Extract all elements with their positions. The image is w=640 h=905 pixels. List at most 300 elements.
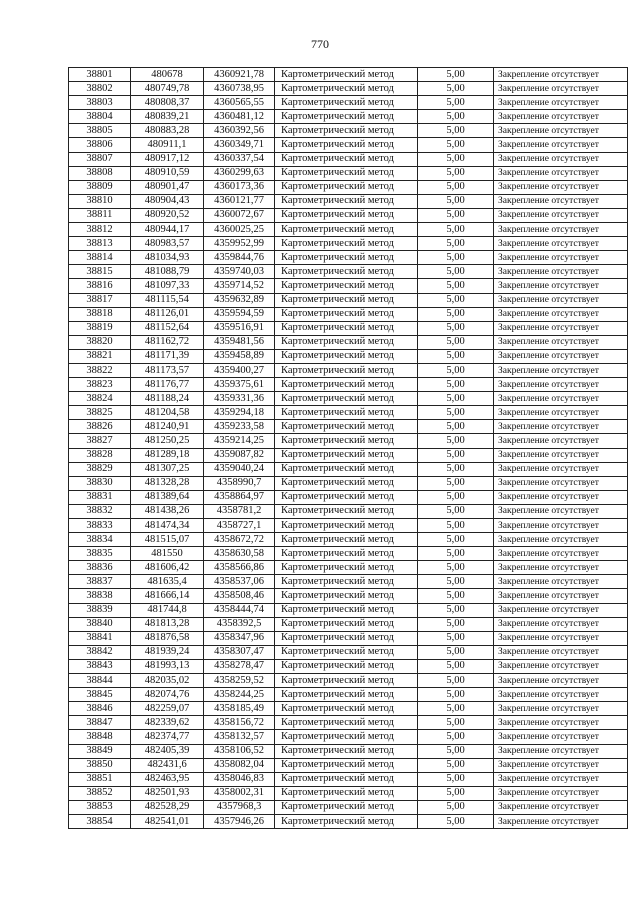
fixation-cell: Закрепление отсутствует xyxy=(494,674,628,688)
y-coordinate-cell: 4359375,61 xyxy=(204,378,275,392)
table-row xyxy=(69,547,628,561)
point-number-cell: 38849 xyxy=(69,744,131,758)
accuracy-cell: 5,00 xyxy=(418,335,494,349)
y-coordinate-cell: 4358082,04 xyxy=(204,758,275,772)
x-coordinate-cell: 482501,93 xyxy=(131,786,204,800)
fixation-cell: Закрепление отсутствует xyxy=(494,68,628,82)
fixation-cell: Закрепление отсутствует xyxy=(494,392,628,406)
point-number-cell: 38802 xyxy=(69,82,131,96)
fixation-cell: Закрепление отсутствует xyxy=(494,223,628,237)
accuracy-cell: 5,00 xyxy=(418,547,494,561)
accuracy-cell: 5,00 xyxy=(418,674,494,688)
fixation-cell: Закрепление отсутствует xyxy=(494,265,628,279)
table-row xyxy=(69,152,628,166)
y-coordinate-cell: 4359844,76 xyxy=(204,251,275,265)
method-cell: Картометрический метод xyxy=(275,363,418,377)
fixation-cell: Закрепление отсутствует xyxy=(494,307,628,321)
accuracy-cell: 5,00 xyxy=(418,82,494,96)
fixation-cell: Закрепление отсутствует xyxy=(494,166,628,180)
accuracy-cell: 5,00 xyxy=(418,152,494,166)
accuracy-cell: 5,00 xyxy=(418,744,494,758)
accuracy-cell: 5,00 xyxy=(418,631,494,645)
accuracy-cell: 5,00 xyxy=(418,237,494,251)
y-coordinate-cell: 4358278,47 xyxy=(204,659,275,673)
y-coordinate-cell: 4358046,83 xyxy=(204,772,275,786)
accuracy-cell: 5,00 xyxy=(418,420,494,434)
method-cell: Картометрический метод xyxy=(275,476,418,490)
method-cell: Картометрический метод xyxy=(275,152,418,166)
point-number-cell: 38809 xyxy=(69,180,131,194)
x-coordinate-cell: 481173,57 xyxy=(131,363,204,377)
table-row xyxy=(69,208,628,222)
x-coordinate-cell: 480917,12 xyxy=(131,152,204,166)
accuracy-cell: 5,00 xyxy=(418,462,494,476)
point-number-cell: 38823 xyxy=(69,378,131,392)
method-cell: Картометрический метод xyxy=(275,335,418,349)
fixation-cell: Закрепление отсутствует xyxy=(494,448,628,462)
y-coordinate-cell: 4360121,77 xyxy=(204,194,275,208)
accuracy-cell: 5,00 xyxy=(418,603,494,617)
point-number-cell: 38854 xyxy=(69,814,131,828)
fixation-cell: Закрепление отсутствует xyxy=(494,758,628,772)
accuracy-cell: 5,00 xyxy=(418,645,494,659)
y-coordinate-cell: 4359400,27 xyxy=(204,363,275,377)
table-row xyxy=(69,589,628,603)
y-coordinate-cell: 4359516,91 xyxy=(204,321,275,335)
table-row xyxy=(69,349,628,363)
method-cell: Картометрический метод xyxy=(275,772,418,786)
table-row xyxy=(69,659,628,673)
point-number-cell: 38808 xyxy=(69,166,131,180)
method-cell: Картометрический метод xyxy=(275,504,418,518)
method-cell: Картометрический метод xyxy=(275,547,418,561)
fixation-cell: Закрепление отсутствует xyxy=(494,152,628,166)
table-row xyxy=(69,68,628,82)
x-coordinate-cell: 481328,28 xyxy=(131,476,204,490)
fixation-cell: Закрепление отсутствует xyxy=(494,180,628,194)
method-cell: Картометрический метод xyxy=(275,702,418,716)
x-coordinate-cell: 481550 xyxy=(131,547,204,561)
point-number-cell: 38837 xyxy=(69,575,131,589)
point-number-cell: 38841 xyxy=(69,631,131,645)
table-row xyxy=(69,223,628,237)
x-coordinate-cell: 480901,47 xyxy=(131,180,204,194)
fixation-cell: Закрепление отсутствует xyxy=(494,349,628,363)
y-coordinate-cell: 4358630,58 xyxy=(204,547,275,561)
point-number-cell: 38835 xyxy=(69,547,131,561)
table-row xyxy=(69,800,628,814)
y-coordinate-cell: 4359331,36 xyxy=(204,392,275,406)
accuracy-cell: 5,00 xyxy=(418,363,494,377)
accuracy-cell: 5,00 xyxy=(418,716,494,730)
table-row xyxy=(69,237,628,251)
fixation-cell: Закрепление отсутствует xyxy=(494,730,628,744)
accuracy-cell: 5,00 xyxy=(418,110,494,124)
table-row xyxy=(69,561,628,575)
fixation-cell: Закрепление отсутствует xyxy=(494,378,628,392)
x-coordinate-cell: 481606,42 xyxy=(131,561,204,575)
fixation-cell: Закрепление отсутствует xyxy=(494,547,628,561)
point-number-cell: 38826 xyxy=(69,420,131,434)
method-cell: Картометрический метод xyxy=(275,519,418,533)
point-number-cell: 38834 xyxy=(69,533,131,547)
fixation-cell: Закрепление отсутствует xyxy=(494,321,628,335)
fixation-cell: Закрепление отсутствует xyxy=(494,786,628,800)
table-row xyxy=(69,631,628,645)
y-coordinate-cell: 4357946,26 xyxy=(204,814,275,828)
coordinates-table xyxy=(68,67,628,829)
fixation-cell: Закрепление отсутствует xyxy=(494,406,628,420)
point-number-cell: 38805 xyxy=(69,124,131,138)
point-number-cell: 38803 xyxy=(69,96,131,110)
fixation-cell: Закрепление отсутствует xyxy=(494,688,628,702)
fixation-cell: Закрепление отсутствует xyxy=(494,335,628,349)
point-number-cell: 38853 xyxy=(69,800,131,814)
page-number: 770 xyxy=(311,37,329,51)
accuracy-cell: 5,00 xyxy=(418,730,494,744)
fixation-cell: Закрепление отсутствует xyxy=(494,772,628,786)
point-number-cell: 38840 xyxy=(69,617,131,631)
table-row xyxy=(69,251,628,265)
point-number-cell: 38828 xyxy=(69,448,131,462)
fixation-cell: Закрепление отсутствует xyxy=(494,462,628,476)
fixation-cell: Закрепление отсутствует xyxy=(494,293,628,307)
method-cell: Картометрический метод xyxy=(275,462,418,476)
table-row xyxy=(69,335,628,349)
accuracy-cell: 5,00 xyxy=(418,293,494,307)
method-cell: Картометрический метод xyxy=(275,800,418,814)
method-cell: Картометрический метод xyxy=(275,223,418,237)
accuracy-cell: 5,00 xyxy=(418,575,494,589)
method-cell: Картометрический метод xyxy=(275,194,418,208)
x-coordinate-cell: 481876,58 xyxy=(131,631,204,645)
table-row xyxy=(69,378,628,392)
y-coordinate-cell: 4358002,31 xyxy=(204,786,275,800)
point-number-cell: 38814 xyxy=(69,251,131,265)
y-coordinate-cell: 4359740,03 xyxy=(204,265,275,279)
fixation-cell: Закрепление отсутствует xyxy=(494,138,628,152)
fixation-cell: Закрепление отсутствует xyxy=(494,124,628,138)
fixation-cell: Закрепление отсутствует xyxy=(494,363,628,377)
x-coordinate-cell: 481474,34 xyxy=(131,519,204,533)
table-row xyxy=(69,363,628,377)
table-row xyxy=(69,617,628,631)
table-row xyxy=(69,716,628,730)
x-coordinate-cell: 481515,07 xyxy=(131,533,204,547)
x-coordinate-cell: 481115,54 xyxy=(131,293,204,307)
method-cell: Картометрический метод xyxy=(275,180,418,194)
y-coordinate-cell: 4358307,47 xyxy=(204,645,275,659)
accuracy-cell: 5,00 xyxy=(418,392,494,406)
x-coordinate-cell: 481126,01 xyxy=(131,307,204,321)
x-coordinate-cell: 482259,07 xyxy=(131,702,204,716)
y-coordinate-cell: 4360025,25 xyxy=(204,223,275,237)
y-coordinate-cell: 4359594,59 xyxy=(204,307,275,321)
point-number-cell: 38831 xyxy=(69,490,131,504)
point-number-cell: 38848 xyxy=(69,730,131,744)
point-number-cell: 38804 xyxy=(69,110,131,124)
x-coordinate-cell: 482339,62 xyxy=(131,716,204,730)
fixation-cell: Закрепление отсутствует xyxy=(494,702,628,716)
y-coordinate-cell: 4359458,89 xyxy=(204,349,275,363)
x-coordinate-cell: 481389,64 xyxy=(131,490,204,504)
table-row xyxy=(69,575,628,589)
accuracy-cell: 5,00 xyxy=(418,321,494,335)
point-number-cell: 38847 xyxy=(69,716,131,730)
accuracy-cell: 5,00 xyxy=(418,349,494,363)
x-coordinate-cell: 481176,77 xyxy=(131,378,204,392)
y-coordinate-cell: 4359952,99 xyxy=(204,237,275,251)
point-number-cell: 38806 xyxy=(69,138,131,152)
x-coordinate-cell: 481744,8 xyxy=(131,603,204,617)
x-coordinate-cell: 480839,21 xyxy=(131,110,204,124)
accuracy-cell: 5,00 xyxy=(418,659,494,673)
point-number-cell: 38822 xyxy=(69,363,131,377)
point-number-cell: 38852 xyxy=(69,786,131,800)
accuracy-cell: 5,00 xyxy=(418,772,494,786)
method-cell: Картометрический метод xyxy=(275,688,418,702)
accuracy-cell: 5,00 xyxy=(418,124,494,138)
method-cell: Картометрический метод xyxy=(275,378,418,392)
point-number-cell: 38845 xyxy=(69,688,131,702)
x-coordinate-cell: 481162,72 xyxy=(131,335,204,349)
x-coordinate-cell: 480678 xyxy=(131,68,204,82)
table-row xyxy=(69,786,628,800)
point-number-cell: 38816 xyxy=(69,279,131,293)
x-coordinate-cell: 480983,57 xyxy=(131,237,204,251)
table-row xyxy=(69,519,628,533)
table-row xyxy=(69,744,628,758)
method-cell: Картометрический метод xyxy=(275,716,418,730)
fixation-cell: Закрепление отсутствует xyxy=(494,561,628,575)
point-number-cell: 38801 xyxy=(69,68,131,82)
method-cell: Картометрический метод xyxy=(275,575,418,589)
method-cell: Картометрический метод xyxy=(275,208,418,222)
method-cell: Картометрический метод xyxy=(275,448,418,462)
table-row xyxy=(69,138,628,152)
accuracy-cell: 5,00 xyxy=(418,533,494,547)
table-row xyxy=(69,180,628,194)
accuracy-cell: 5,00 xyxy=(418,800,494,814)
y-coordinate-cell: 4358156,72 xyxy=(204,716,275,730)
accuracy-cell: 5,00 xyxy=(418,448,494,462)
y-coordinate-cell: 4358990,7 xyxy=(204,476,275,490)
accuracy-cell: 5,00 xyxy=(418,307,494,321)
accuracy-cell: 5,00 xyxy=(418,786,494,800)
x-coordinate-cell: 482431,6 xyxy=(131,758,204,772)
point-number-cell: 38832 xyxy=(69,504,131,518)
point-number-cell: 38839 xyxy=(69,603,131,617)
accuracy-cell: 5,00 xyxy=(418,519,494,533)
fixation-cell: Закрепление отсутствует xyxy=(494,519,628,533)
fixation-cell: Закрепление отсутствует xyxy=(494,82,628,96)
x-coordinate-cell: 482374,77 xyxy=(131,730,204,744)
fixation-cell: Закрепление отсутствует xyxy=(494,589,628,603)
table-row xyxy=(69,166,628,180)
fixation-cell: Закрепление отсутствует xyxy=(494,575,628,589)
table-row xyxy=(69,504,628,518)
y-coordinate-cell: 4360173,36 xyxy=(204,180,275,194)
table-row xyxy=(69,307,628,321)
method-cell: Картометрический метод xyxy=(275,406,418,420)
fixation-cell: Закрепление отсутствует xyxy=(494,420,628,434)
point-number-cell: 38807 xyxy=(69,152,131,166)
method-cell: Картометрический метод xyxy=(275,321,418,335)
accuracy-cell: 5,00 xyxy=(418,251,494,265)
fixation-cell: Закрепление отсутствует xyxy=(494,490,628,504)
fixation-cell: Закрепление отсутствует xyxy=(494,631,628,645)
table-row xyxy=(69,688,628,702)
y-coordinate-cell: 4359481,56 xyxy=(204,335,275,349)
accuracy-cell: 5,00 xyxy=(418,406,494,420)
x-coordinate-cell: 481993,13 xyxy=(131,659,204,673)
y-coordinate-cell: 4358864,97 xyxy=(204,490,275,504)
table-row xyxy=(69,645,628,659)
accuracy-cell: 5,00 xyxy=(418,702,494,716)
accuracy-cell: 5,00 xyxy=(418,617,494,631)
method-cell: Картометрический метод xyxy=(275,589,418,603)
y-coordinate-cell: 4358508,46 xyxy=(204,589,275,603)
method-cell: Картометрический метод xyxy=(275,307,418,321)
method-cell: Картометрический метод xyxy=(275,744,418,758)
table-row xyxy=(69,110,628,124)
accuracy-cell: 5,00 xyxy=(418,476,494,490)
table-row xyxy=(69,702,628,716)
point-number-cell: 38844 xyxy=(69,674,131,688)
y-coordinate-cell: 4360072,67 xyxy=(204,208,275,222)
method-cell: Картометрический метод xyxy=(275,420,418,434)
point-number-cell: 38829 xyxy=(69,462,131,476)
x-coordinate-cell: 481289,18 xyxy=(131,448,204,462)
point-number-cell: 38824 xyxy=(69,392,131,406)
method-cell: Картометрический метод xyxy=(275,251,418,265)
method-cell: Картометрический метод xyxy=(275,561,418,575)
y-coordinate-cell: 4360337,54 xyxy=(204,152,275,166)
x-coordinate-cell: 482074,76 xyxy=(131,688,204,702)
x-coordinate-cell: 481204,58 xyxy=(131,406,204,420)
method-cell: Картометрический метод xyxy=(275,631,418,645)
method-cell: Картометрический метод xyxy=(275,645,418,659)
point-number-cell: 38846 xyxy=(69,702,131,716)
point-number-cell: 38842 xyxy=(69,645,131,659)
point-number-cell: 38836 xyxy=(69,561,131,575)
x-coordinate-cell: 480808,37 xyxy=(131,96,204,110)
fixation-cell: Закрепление отсутствует xyxy=(494,208,628,222)
point-number-cell: 38851 xyxy=(69,772,131,786)
table-row xyxy=(69,82,628,96)
point-number-cell: 38815 xyxy=(69,265,131,279)
accuracy-cell: 5,00 xyxy=(418,378,494,392)
accuracy-cell: 5,00 xyxy=(418,194,494,208)
y-coordinate-cell: 4359214,25 xyxy=(204,434,275,448)
fixation-cell: Закрепление отсутствует xyxy=(494,279,628,293)
x-coordinate-cell: 481939,24 xyxy=(131,645,204,659)
method-cell: Картометрический метод xyxy=(275,279,418,293)
x-coordinate-cell: 480749,78 xyxy=(131,82,204,96)
point-number-cell: 38813 xyxy=(69,237,131,251)
fixation-cell: Закрепление отсутствует xyxy=(494,434,628,448)
y-coordinate-cell: 4358106,52 xyxy=(204,744,275,758)
table-row xyxy=(69,814,628,828)
y-coordinate-cell: 4358347,96 xyxy=(204,631,275,645)
table-row xyxy=(69,772,628,786)
y-coordinate-cell: 4360921,78 xyxy=(204,68,275,82)
method-cell: Картометрический метод xyxy=(275,293,418,307)
x-coordinate-cell: 481250,25 xyxy=(131,434,204,448)
accuracy-cell: 5,00 xyxy=(418,180,494,194)
fixation-cell: Закрепление отсутствует xyxy=(494,744,628,758)
x-coordinate-cell: 480920,52 xyxy=(131,208,204,222)
y-coordinate-cell: 4358259,52 xyxy=(204,674,275,688)
x-coordinate-cell: 480883,28 xyxy=(131,124,204,138)
x-coordinate-cell: 480944,17 xyxy=(131,223,204,237)
x-coordinate-cell: 482035,02 xyxy=(131,674,204,688)
y-coordinate-cell: 4360565,55 xyxy=(204,96,275,110)
point-number-cell: 38812 xyxy=(69,223,131,237)
y-coordinate-cell: 4360392,56 xyxy=(204,124,275,138)
table-row xyxy=(69,392,628,406)
y-coordinate-cell: 4358537,06 xyxy=(204,575,275,589)
method-cell: Картометрический метод xyxy=(275,110,418,124)
y-coordinate-cell: 4357968,3 xyxy=(204,800,275,814)
table-row xyxy=(69,730,628,744)
method-cell: Картометрический метод xyxy=(275,124,418,138)
fixation-cell: Закрепление отсутствует xyxy=(494,96,628,110)
y-coordinate-cell: 4358444,74 xyxy=(204,603,275,617)
fixation-cell: Закрепление отсутствует xyxy=(494,659,628,673)
accuracy-cell: 5,00 xyxy=(418,265,494,279)
point-number-cell: 38850 xyxy=(69,758,131,772)
y-coordinate-cell: 4358727,1 xyxy=(204,519,275,533)
point-number-cell: 38843 xyxy=(69,659,131,673)
fixation-cell: Закрепление отсутствует xyxy=(494,533,628,547)
table-row xyxy=(69,321,628,335)
accuracy-cell: 5,00 xyxy=(418,434,494,448)
y-coordinate-cell: 4358672,72 xyxy=(204,533,275,547)
method-cell: Картометрический метод xyxy=(275,730,418,744)
fixation-cell: Закрепление отсутствует xyxy=(494,110,628,124)
accuracy-cell: 5,00 xyxy=(418,166,494,180)
table-row xyxy=(69,420,628,434)
x-coordinate-cell: 482463,95 xyxy=(131,772,204,786)
table-row xyxy=(69,124,628,138)
accuracy-cell: 5,00 xyxy=(418,589,494,603)
point-number-cell: 38819 xyxy=(69,321,131,335)
accuracy-cell: 5,00 xyxy=(418,223,494,237)
fixation-cell: Закрепление отсутствует xyxy=(494,716,628,730)
y-coordinate-cell: 4359714,52 xyxy=(204,279,275,293)
y-coordinate-cell: 4360738,95 xyxy=(204,82,275,96)
accuracy-cell: 5,00 xyxy=(418,561,494,575)
point-number-cell: 38833 xyxy=(69,519,131,533)
accuracy-cell: 5,00 xyxy=(418,68,494,82)
y-coordinate-cell: 4360299,63 xyxy=(204,166,275,180)
method-cell: Картометрический метод xyxy=(275,434,418,448)
method-cell: Картометрический метод xyxy=(275,617,418,631)
method-cell: Картометрический метод xyxy=(275,603,418,617)
point-number-cell: 38825 xyxy=(69,406,131,420)
method-cell: Картометрический метод xyxy=(275,533,418,547)
y-coordinate-cell: 4359087,82 xyxy=(204,448,275,462)
x-coordinate-cell: 481666,14 xyxy=(131,589,204,603)
table-row xyxy=(69,462,628,476)
y-coordinate-cell: 4359040,24 xyxy=(204,462,275,476)
table-row xyxy=(69,674,628,688)
accuracy-cell: 5,00 xyxy=(418,96,494,110)
accuracy-cell: 5,00 xyxy=(418,814,494,828)
method-cell: Картометрический метод xyxy=(275,490,418,504)
method-cell: Картометрический метод xyxy=(275,237,418,251)
